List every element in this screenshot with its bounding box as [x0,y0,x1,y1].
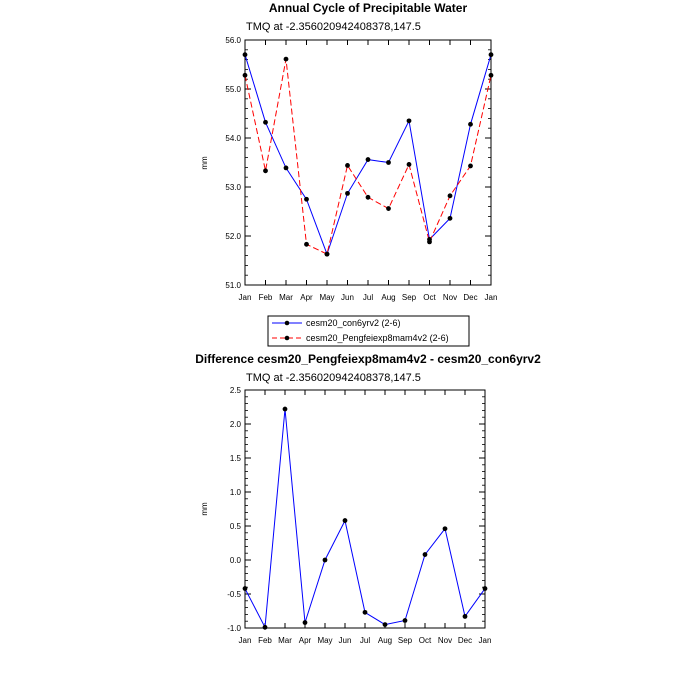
x-tick-label: Jan [478,636,492,645]
data-point [407,162,412,167]
data-point [345,163,350,168]
data-point [323,558,328,563]
data-point [448,216,453,221]
data-point [284,57,289,62]
x-tick-label: May [319,293,335,302]
data-point [284,165,289,170]
y-tick-label: 51.0 [225,281,241,290]
legend [268,316,469,346]
x-tick-label: Feb [258,293,273,302]
y-tick-label: 1.5 [229,454,241,463]
data-point [468,122,473,127]
x-tick-label: Aug [381,293,396,302]
data-point [243,586,248,591]
data-point [366,157,371,162]
series-layer [243,52,494,256]
data-point [366,195,371,200]
data-point [243,73,248,78]
plot-frame [245,40,491,285]
x-tick-label: Jun [338,636,352,645]
data-point [386,160,391,165]
x-tick-label: Dec [457,636,473,645]
y-tick-label: 55.0 [225,85,241,94]
x-tick-label: Jul [362,293,374,302]
series-line-2 [245,59,491,254]
y-tick-label: 53.0 [225,183,241,192]
data-point [483,586,488,591]
plot-frame [245,390,485,628]
data-point [243,52,248,57]
x-tick-label: Sep [397,636,413,645]
data-point [448,193,453,198]
series-line-1 [245,409,485,627]
x-tick-label: Nov [442,293,458,302]
legend-entry-1: cesm20_con6yrv2 (2-6) [306,318,401,328]
data-point [489,52,494,57]
y-tick-label: -0.5 [227,590,241,599]
data-point [263,120,268,125]
data-point [263,625,268,630]
y-tick-label: 2.5 [229,386,241,395]
x-tick-label: Oct [418,636,432,645]
x-tick-label: Jan [238,293,252,302]
x-tick-label: Jun [341,293,354,302]
data-point [283,407,288,412]
legend-marker-1 [285,321,290,326]
chart-subtitle: TMQ at -2.356020942408378,147.5 [246,21,421,33]
x-tick-label: May [317,636,333,645]
data-point [343,518,348,523]
data-point [304,242,309,247]
data-point [463,614,468,619]
x-tick-label: Feb [258,636,272,645]
x-tick-label: Mar [279,293,293,302]
series-layer [243,407,488,630]
x-tick-label: Sep [401,293,417,302]
x-tick-label: Nov [437,636,453,645]
data-point [386,206,391,211]
x-tick-label: Jan [484,293,498,302]
y-axis-label: mm [200,156,209,170]
axis-ticks [245,40,491,285]
y-tick-label: -1.0 [227,624,241,633]
data-point [443,526,448,531]
data-point [263,168,268,173]
data-point [407,118,412,123]
x-tick-label: Jul [359,636,371,645]
y-tick-label: 0.0 [229,556,241,565]
data-point [423,552,428,557]
x-tick-label: Mar [278,636,292,645]
data-point [303,620,308,625]
panel-annual-cycle [200,1,497,302]
legend-marker-2 [285,336,290,341]
x-tick-label: Jan [238,636,252,645]
data-point [363,610,368,615]
data-point [489,73,494,78]
y-tick-label: 54.0 [225,134,241,143]
legend-entry-2: cesm20_Pengfeiexp8mam4v2 (2-6) [306,333,449,343]
x-tick-label: Aug [377,636,393,645]
data-point [427,239,432,244]
x-tick-label: Apr [300,293,313,302]
data-point [468,164,473,169]
y-tick-label: 0.5 [229,522,241,531]
y-tick-label: 52.0 [225,232,241,241]
data-point [304,197,309,202]
y-tick-label: 2.0 [229,420,241,429]
chart-title: Difference cesm20_Pengfeiexp8mam4v2 - cesm20_con6yrv2 [195,352,541,366]
x-tick-label: Oct [423,293,436,302]
data-point [403,618,408,623]
data-point [345,191,350,196]
data-point [383,622,388,627]
y-tick-label: 56.0 [225,36,241,45]
y-tick-label: 1.0 [229,488,241,497]
x-tick-label: Apr [298,636,312,645]
panel-difference [195,352,541,645]
chart-subtitle: TMQ at -2.356020942408378,147.5 [246,372,421,384]
data-point [325,252,330,257]
series-line-1 [245,55,491,254]
y-axis-label: mm [200,502,209,516]
x-tick-label: Dec [463,293,478,302]
chart-title: Annual Cycle of Precipitable Water [268,1,468,15]
axis-ticks [245,390,485,628]
